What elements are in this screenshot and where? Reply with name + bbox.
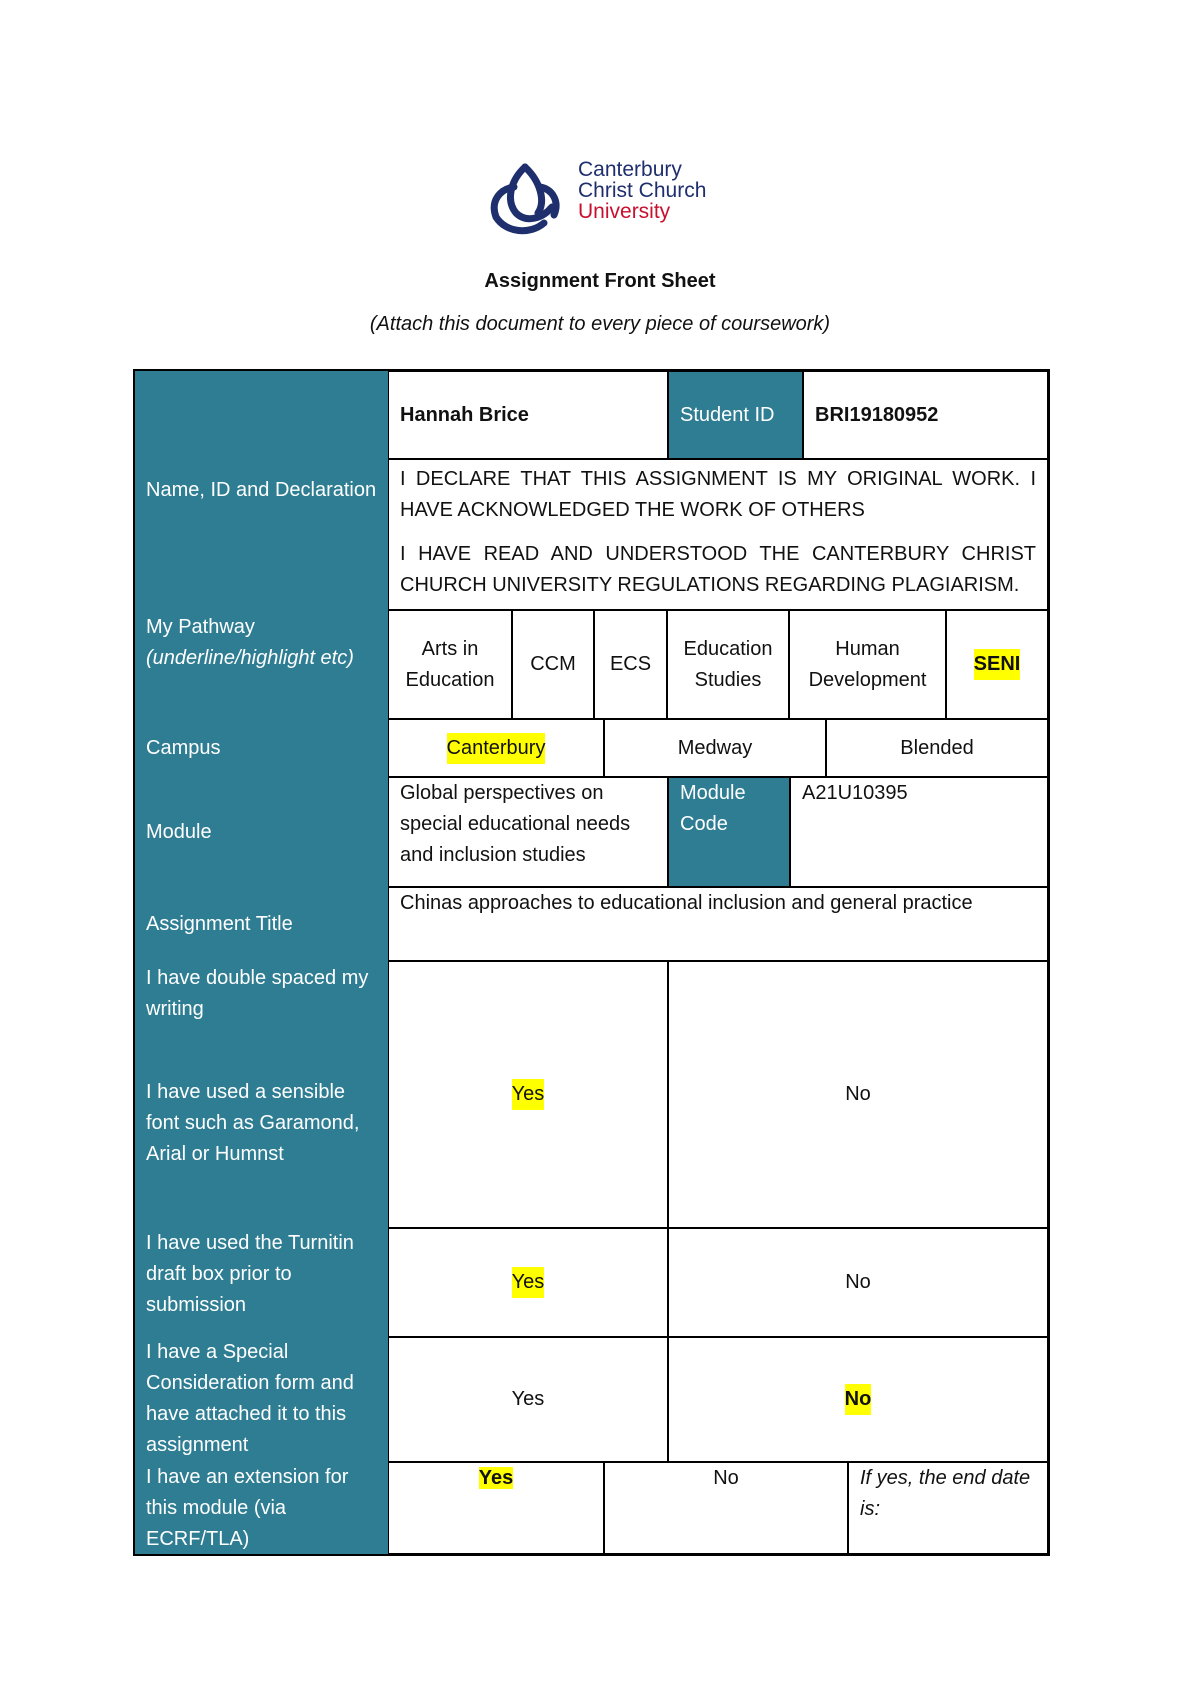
pathway-option-label-selected: SENI [974,649,1021,680]
student-id-label: Student ID [680,403,775,426]
extension-yes-cell[interactable] [388,1462,604,1554]
pathway-option-label: ECS [609,653,652,675]
name-id-label-cell [135,371,388,610]
campus-option-label: Blended [900,736,974,759]
logo-wordmark [578,159,706,222]
module-code-cell[interactable] [790,777,1048,887]
extension-label-cell [135,1462,388,1554]
student-name-cell[interactable] [388,371,668,459]
turnitin-yes-cell[interactable] [388,1228,668,1337]
assignment-title-cell[interactable] [388,887,1048,961]
pathway-option-label: Human Development [808,637,927,691]
pathway-option-seni[interactable] [946,610,1048,719]
pathway-label-cell [135,610,388,719]
name-id-label: Name, ID and Declaration [146,479,377,501]
pathway-option-human-development[interactable] [789,610,946,719]
student-id-cell[interactable] [803,371,1048,459]
turnitin-no-cell[interactable] [668,1228,1048,1337]
special-consideration-label: I have a Special Consideration form and have attached it to this assignment [146,1341,354,1456]
pathway-option-label: CCM [530,653,576,675]
pathway-option-arts-in-education[interactable] [388,610,512,719]
pathway-option-label: Education Studies [683,637,773,691]
student-id-value: BRI19180952 [815,403,939,426]
pathway-label: My Pathway [146,616,255,638]
special-consideration-label-cell [135,1337,388,1462]
spacing-yes-cell[interactable] [388,961,668,1228]
campus-option-canterbury[interactable] [388,719,604,777]
declaration-cell [388,459,1048,610]
module-name: Global perspectives on special educational needs and inclusion studies [400,782,631,866]
student-id-label-cell [668,371,803,459]
assignment-title-label-cell [135,887,388,961]
pathway-option-label: Arts in Education [405,637,495,691]
page-subtitle: (Attach this document to every piece of coursework) [369,313,831,335]
turnitin-label: I have used the Turnitin draft box prior to submission [146,1232,354,1316]
campus-option-label: Medway [677,736,753,759]
extension-no-cell[interactable] [604,1462,848,1554]
spacing-font-label-cell [135,961,388,1228]
module-code-label-cell [668,777,790,887]
extension-yes-selected: Yes [478,1467,514,1489]
logo-line-3: University [578,200,671,223]
university-logo [482,155,742,245]
assignment-title-value: Chinas approaches to educational inclusion and general practice [400,892,973,914]
special-yes-cell[interactable] [388,1337,668,1462]
pathway-label-note: (underline/highlight etc) [146,647,354,669]
student-name: Hannah Brice [400,403,529,426]
campus-option-medway[interactable] [604,719,826,777]
extension-label: I have an extension for this module (via ECRF/TLA) [146,1466,349,1550]
turnitin-yes-selected: Yes [512,1267,545,1298]
logo-line-1: Canterbury [578,158,682,181]
assignment-title-label: Assignment Title [146,912,293,935]
spacing-no-cell[interactable] [668,961,1048,1228]
extension-end-date-note: If yes, the end date is: [860,1467,1031,1520]
extension-no: No [713,1467,739,1489]
trefoil-logo-icon [482,161,568,237]
campus-option-label-selected: Canterbury [447,733,546,764]
pathway-option-ecs[interactable] [594,610,667,719]
double-spaced-label: I have double spaced my writing [146,967,369,1020]
extension-end-date-cell[interactable] [848,1462,1048,1554]
turnitin-label-cell [135,1228,388,1337]
declaration-plagiarism: I HAVE READ AND UNDERSTOOD THE CANTERBURY CHRIST CHURCH UNIVERSITY REGULATIONS REGARDING PLAGIARISM. [400,543,1036,596]
special-yes: Yes [511,1388,545,1410]
page-title: Assignment Front Sheet [484,270,716,292]
logo-line-2: Christ Church [578,179,707,202]
declaration-original-work: I DECLARE THAT THIS ASSIGNMENT IS MY ORIGINAL WORK. I HAVE ACKNOWLEDGED THE WORK OF OTHERS [400,468,1036,521]
spacing-no: No [845,1083,871,1105]
module-label: Module [146,820,212,843]
sensible-font-label: I have used a sensible font such as Garamond, Arial or Humnst [146,1081,360,1165]
pathway-option-education-studies[interactable] [667,610,789,719]
front-sheet-table [133,369,1050,1556]
module-label-cell [135,777,388,887]
campus-label: Campus [146,736,221,759]
module-code-value: A21U10395 [802,782,908,804]
turnitin-no: No [845,1271,871,1293]
pathway-option-ccm[interactable] [512,610,594,719]
spacing-yes-selected: Yes [512,1079,545,1110]
campus-option-blended[interactable] [826,719,1048,777]
module-name-cell[interactable] [388,777,668,887]
special-no-cell[interactable] [668,1337,1048,1462]
campus-label-cell [135,719,388,777]
special-no-selected: No [845,1384,872,1415]
module-code-label: Module Code [680,782,746,835]
